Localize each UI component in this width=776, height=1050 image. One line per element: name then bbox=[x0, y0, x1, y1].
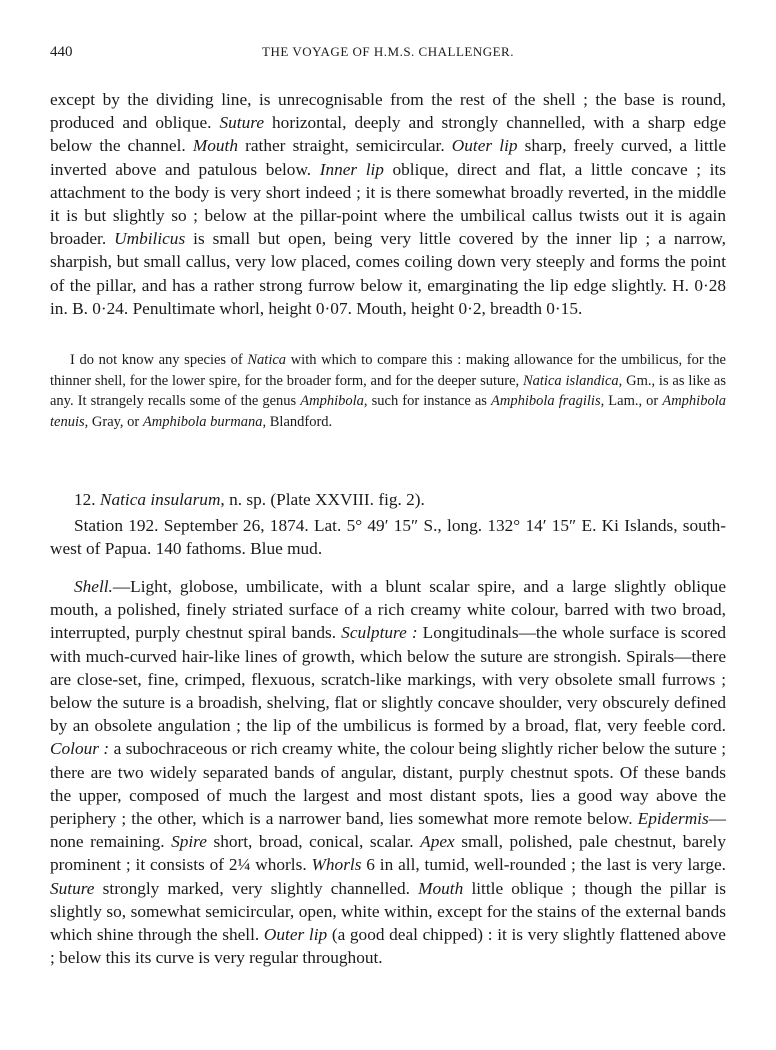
text-run: except by the dividing line, is unrecognisable from the rest of the shell ; the base is round, produced and oblique. bbox=[50, 90, 726, 133]
taxon-name: Amphibola fragilis bbox=[490, 393, 601, 410]
text-run: —Light, globose, umbilicate, with a blunt scalar spire, and a large slightly oblique mouth, a polished, finely striated surface of a rich creamy white colour, barred with two broad, interrupted, purply chestnut spiral bands. bbox=[50, 577, 726, 643]
text-run: 6 in all, tumid, well-rounded ; the last is very large. bbox=[361, 855, 726, 875]
taxon-name: Amphibola tenuis bbox=[50, 393, 726, 430]
term-mouth: Mouth bbox=[418, 878, 464, 898]
text-run: sharp, freely curved, a little inverted above and patulous below. bbox=[50, 136, 726, 179]
text-run: , Gray, or bbox=[84, 413, 143, 430]
term-mouth: Mouth bbox=[192, 136, 238, 156]
term-epidermis: Epidermis bbox=[637, 809, 709, 829]
term-shell: Shell. bbox=[74, 577, 113, 596]
species-number: 12. bbox=[74, 490, 100, 509]
term-suture: Suture bbox=[219, 113, 264, 133]
species-name: Natica insularum bbox=[99, 490, 221, 509]
text-run: Longitudinals—the whole surface is scored with much-curved hair-like lines of growth, which below the suture are strongish. Spirals—there are close-set, fine, crimped, flexuous, scratch-like markings, with very obsolete small furrows ; below the suture is a broadish, shelving, flat or slightly concave shoulder, very obscurely defined by an obsolete angulation ; the lip of the umbilicus is formed by a broad, flat, very feeble cord. bbox=[50, 623, 726, 736]
text-run: , Lam., or bbox=[600, 393, 663, 410]
species-heading bbox=[50, 488, 726, 511]
term-apex: Apex bbox=[420, 832, 455, 852]
text-run: —none remaining. bbox=[50, 809, 726, 852]
text-run: oblique, direct and flat, a little concave ; its attachment to the body is very short indeed ; it is there somewhat broadly reverted, in the middle it is but slightly so ; below at the pillar-point where the umbilical callus twists out it is again broader. bbox=[50, 159, 726, 249]
term-colour: Colour : bbox=[50, 739, 110, 759]
text-run: (a good deal chipped) : it is very slightly flattened above ; below this its curve is very regular throughout. bbox=[50, 925, 726, 968]
description-paragraph bbox=[50, 88, 726, 320]
term-umbilicus: Umbilicus bbox=[114, 229, 186, 249]
text-run: , such for instance as bbox=[363, 393, 491, 410]
taxon-name: Amphibola burmana bbox=[142, 413, 263, 430]
taxon-name: Natica islandica bbox=[522, 372, 619, 389]
text-run: , Gm., is as like as any. It strangely recalls some of the genus bbox=[50, 372, 726, 410]
text-run: , Blandford. bbox=[262, 413, 333, 430]
text-run: rather straight, semicircular. bbox=[237, 136, 452, 156]
term-sculpture: Sculpture : bbox=[341, 623, 418, 643]
running-title: THE VOYAGE OF H.M.S. CHALLENGER. bbox=[262, 44, 514, 59]
term-spire: Spire bbox=[171, 832, 207, 852]
term-inner-lip: Inner lip bbox=[319, 159, 384, 179]
term-whorls: Whorls bbox=[311, 855, 362, 875]
term-suture: Suture bbox=[50, 878, 95, 898]
term-outer-lip: Outer lip bbox=[263, 925, 328, 945]
text-run: small, polished, pale chestnut, barely prominent ; it consists of 2¼ whorls. bbox=[50, 832, 726, 875]
text-run: strongly marked, very slightly channelled. bbox=[94, 878, 419, 898]
text-run: with which to compare this : making allowance for the umbilicus, for the thinner shell, for the lower spire, for the broader form, and for the deeper suture, bbox=[50, 352, 726, 389]
remarks-note bbox=[50, 350, 726, 432]
page-number: 440 bbox=[50, 44, 73, 60]
taxon-name: Amphibola bbox=[300, 393, 364, 410]
text-run: horizontal, deeply and strongly channelled, with a sharp edge below the channel. bbox=[50, 113, 726, 156]
taxon-name: Natica bbox=[247, 352, 287, 368]
shell-description bbox=[50, 575, 726, 969]
text-run: is small but open, being very little covered by the inner lip ; a narrow, sharpish, but small callus, very low placed, comes coiling down very steeply and forms the point of the pillar, and has a rather strong furrow below it, emarginating the lip edge slightly. H. 0·28 in. B. 0·24. Penultimate whorl, height 0·07. Mouth, height 0·2, breadth 0·15. bbox=[50, 229, 726, 318]
species-suffix: , n. sp. (Plate XXVIII. fig. 2). bbox=[220, 490, 425, 509]
term-outer-lip: Outer lip bbox=[451, 136, 518, 156]
text-run: a subochraceous or rich creamy white, the colour being slightly richer below the suture ; there are two widely separated bands of angular, distant, purply chestnut spots. Of these bands the upper, composed of much the largest and most distant spots, lies a good way above the periphery ; the other, which is a narrower band, lies somewhat more remote below. bbox=[50, 739, 726, 829]
station-paragraph: Station 192. September 26, 1874. Lat. 5° 49′ 15″ S., long. 132° 14′ 15″ E. Ki Islands, south-west of Papua. 140 fathoms. Blue mud. bbox=[50, 516, 726, 559]
running-header bbox=[50, 44, 726, 64]
text-run: little oblique ; though the pillar is slightly so, somewhat semicircular, open, white within, except for the stains of the external bands which shine through the shell. bbox=[50, 878, 726, 945]
text-run: short, broad, conical, scalar. bbox=[206, 832, 421, 852]
text-run: I do not know any species of bbox=[70, 352, 248, 368]
